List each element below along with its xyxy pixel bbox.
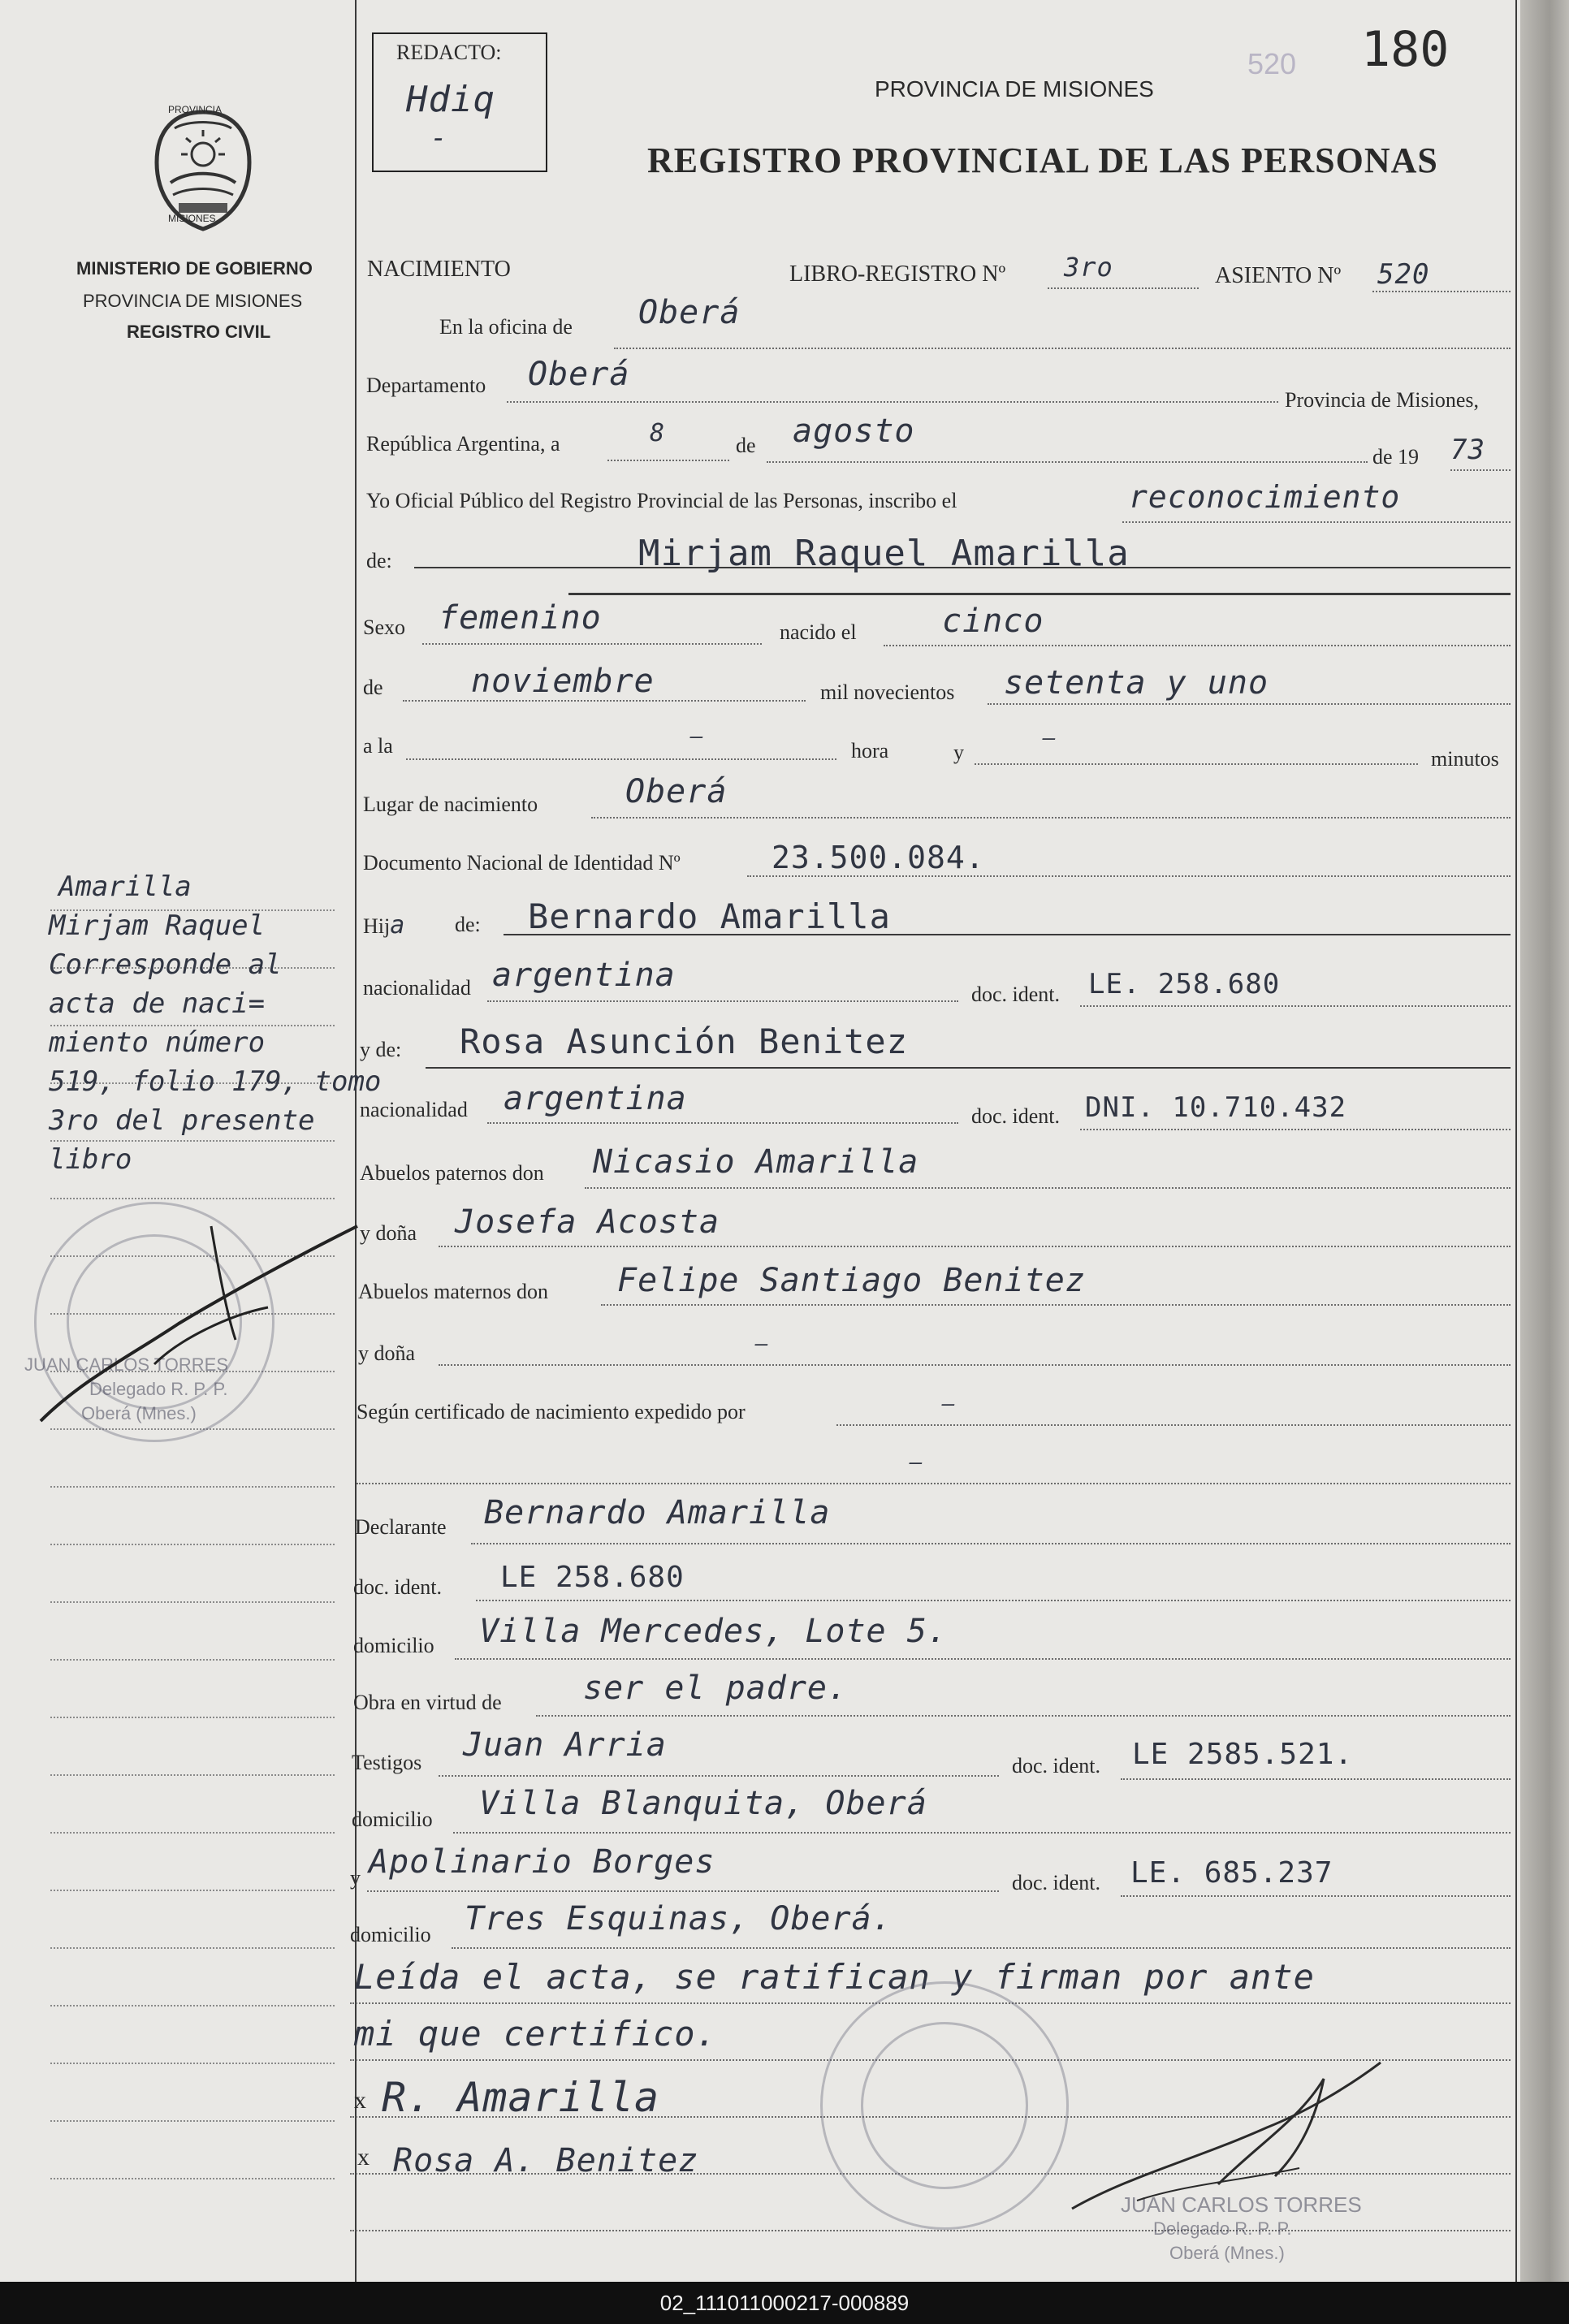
margin-line	[50, 2120, 335, 2122]
dni-line	[747, 875, 1511, 877]
image-id-footer: 02_111011000217-000889	[0, 2282, 1569, 2324]
anio-nac-value: setenta y uno	[1004, 664, 1269, 702]
obra-value: ser el padre.	[583, 1670, 849, 1707]
yde-label: y de:	[360, 1038, 402, 1061]
abuelos-pat-label: Abuelos paternos don	[360, 1161, 544, 1185]
inscribo-line	[1122, 521, 1511, 523]
margin-line	[50, 1486, 335, 1488]
padre-value: Bernardo Amarilla	[528, 896, 891, 936]
ministry-province: PROVINCIA DE MISIONES	[83, 291, 303, 311]
de-anio-label: de 19	[1372, 445, 1420, 469]
anio-line	[1450, 469, 1511, 471]
abuela-mat-line	[439, 1364, 1511, 1366]
doc-t1-value: LE 2585.521.	[1132, 1738, 1354, 1771]
redacto-dash: -	[430, 122, 448, 154]
certificado-line	[836, 1424, 1511, 1426]
dom-t2-value: Tres Esquinas, Oberá.	[465, 1900, 893, 1937]
persona-line-2	[568, 593, 1511, 595]
abuela-pat-line	[439, 1246, 1511, 1247]
margin-line	[50, 1717, 335, 1718]
hora-value: —	[690, 724, 704, 749]
nacido-label: nacido el	[780, 620, 857, 644]
signature-2: Rosa A. Benitez	[393, 2142, 699, 2179]
signature-1: R. Amarilla	[382, 2074, 660, 2121]
ydona-pat-label: y doña	[360, 1221, 417, 1245]
sexo-line	[422, 643, 762, 645]
doc-decl-label: doc. ident.	[353, 1575, 443, 1599]
doc-decl-value: LE 258.680	[500, 1561, 685, 1594]
redacto-initials: Hdiq	[406, 79, 495, 120]
testigos-label: Testigos	[352, 1751, 422, 1774]
emblem-top-text: PROVINCIA	[168, 104, 223, 115]
inscribo-value: reconocimiento	[1129, 479, 1401, 515]
ministry-registry: REGISTRO CIVIL	[127, 322, 271, 342]
nac-madre-line	[487, 1122, 958, 1124]
doc-padre-label: doc. ident.	[971, 983, 1061, 1006]
nac-padre-value: argentina	[492, 957, 676, 994]
section-nacimiento: NACIMIENTO	[367, 257, 511, 282]
hija-de-label: de:	[455, 913, 481, 936]
departamento-value: Oberá	[528, 356, 630, 393]
dia-line	[607, 460, 729, 461]
testigo1-line	[439, 1775, 999, 1777]
emblem-bottom-text: MISIONES	[168, 213, 216, 224]
obra-label: Obra en virtud de	[353, 1691, 502, 1714]
nacido-value: cinco	[942, 603, 1044, 640]
certificado-label: Según certificado de nacimiento expedido por	[357, 1400, 746, 1423]
margin-note-line: Corresponde al	[49, 948, 282, 981]
doc-t1-line	[1121, 1778, 1511, 1780]
dom-t1-label: domicilio	[352, 1808, 433, 1831]
closing-line-5	[350, 2230, 1511, 2231]
mes-nac-value: noviembre	[471, 663, 655, 700]
oficina-line	[614, 348, 1511, 349]
dom-t2-line	[452, 1947, 1511, 1949]
stamp2-name: JUAN CARLOS TORRES	[1121, 2192, 1362, 2217]
dni-label: Documento Nacional de Identidad Nº	[363, 851, 681, 875]
margin-line	[50, 1659, 335, 1661]
margin-signature	[32, 1177, 374, 1437]
stamp2-place: Oberá (Mnes.)	[1169, 2243, 1285, 2263]
doc-t1-label: doc. ident.	[1012, 1754, 1101, 1778]
closing-text-2: mi que certifico.	[354, 2014, 717, 2054]
abuelo-pat-value: Nicasio Amarilla	[593, 1143, 919, 1181]
margin-note-line: libro	[49, 1143, 132, 1176]
margin-note-line: Mirjam Raquel	[49, 909, 266, 942]
abuelo-mat-line	[601, 1304, 1511, 1306]
persona-value: Mirjam Raquel Amarilla	[638, 533, 1130, 574]
doc-padre-value: LE. 258.680	[1088, 968, 1281, 1000]
libro-line	[1048, 287, 1199, 289]
right-border-line	[1515, 0, 1517, 2282]
asiento-value: 520	[1377, 258, 1430, 291]
doc-t2-label: doc. ident.	[1012, 1871, 1101, 1894]
sig1-x: x	[354, 2087, 366, 2114]
anio-nac-line	[988, 703, 1511, 705]
margin-note-line: acta de naci=	[49, 987, 266, 1020]
de-mes-label-1: de	[736, 434, 756, 457]
certificado-line-2	[357, 1483, 1511, 1484]
redacto-label: REDACTO:	[396, 41, 502, 64]
abuela-mat-value: —	[755, 1332, 769, 1356]
mil-label: mil novecientos	[820, 680, 955, 704]
obra-line	[536, 1715, 1511, 1717]
margin-note-line: 519, folio 179, tomo	[49, 1065, 382, 1098]
departamento-line	[507, 401, 1278, 403]
doc-t2-value: LE. 685.237	[1130, 1856, 1333, 1890]
de-mes-nac-label: de	[363, 676, 383, 699]
page-edge	[1520, 0, 1569, 2282]
y-t2-label: y	[350, 1866, 361, 1890]
testigo1-value: Juan Arria	[463, 1726, 667, 1764]
sexo-label: Sexo	[363, 616, 405, 639]
dom-decl-label: domicilio	[353, 1634, 434, 1657]
abuelo-mat-value: Felipe Santiago Benitez	[617, 1262, 1086, 1299]
stamp-left-place: Oberá (Mnes.)	[81, 1403, 197, 1423]
margin-note-line: miento número	[49, 1026, 266, 1059]
ydona-mat-label: y doña	[358, 1341, 416, 1365]
nacido-line	[884, 645, 1511, 646]
hora-line	[406, 758, 836, 760]
redacto-box	[372, 32, 547, 172]
dni-value: 23.500.084.	[772, 840, 985, 875]
doc-madre-label: doc. ident.	[971, 1104, 1061, 1128]
abuelos-mat-label: Abuelos maternos don	[358, 1280, 548, 1303]
hora-label: hora	[851, 739, 889, 762]
doc-madre-line	[1080, 1129, 1511, 1130]
ala-label: a la	[363, 734, 393, 758]
page-stamp-number: 520	[1247, 47, 1297, 80]
anio-value: 73	[1450, 434, 1485, 466]
oficina-value: Oberá	[638, 294, 741, 331]
sig2-x: x	[357, 2144, 370, 2171]
margin-line	[50, 2178, 335, 2179]
margin-line	[50, 1544, 335, 1545]
certificado-value-2: —	[910, 1450, 923, 1475]
dom-decl-line	[455, 1658, 1511, 1660]
abuela-pat-value: Josefa Acosta	[455, 1203, 720, 1241]
header-province: PROVINCIA DE MISIONES	[875, 76, 1154, 102]
margin-line	[50, 1947, 335, 1949]
stamp-left-role: Delegado R. P. P.	[89, 1379, 228, 1399]
dom-t1-line	[453, 1832, 1511, 1834]
madre-value: Rosa Asunción Benitez	[460, 1022, 909, 1061]
margin-line	[50, 1890, 335, 1891]
margin-note-line: 3ro del presente	[49, 1104, 315, 1137]
margin-line	[50, 2005, 335, 2007]
ministry-title: MINISTERIO DE GOBIERNO	[76, 258, 313, 279]
doc-decl-line	[476, 1600, 1511, 1601]
departamento-label: Departamento	[366, 374, 486, 397]
y-label: y	[953, 741, 964, 764]
dom-t1-value: Villa Blanquita, Oberá	[479, 1785, 927, 1822]
dom-t2-label: domicilio	[350, 1923, 431, 1946]
nac-padre-line	[487, 1000, 958, 1002]
de-persona-label: de:	[366, 549, 392, 572]
declarante-label: Declarante	[355, 1515, 447, 1539]
sexo-value: femenino	[439, 599, 602, 637]
mes-line	[767, 461, 1368, 463]
header-title: REGISTRO PROVINCIAL DE LAS PERSONAS	[647, 140, 1438, 180]
asiento-label: ASIENTO Nº	[1215, 263, 1342, 288]
margin-line	[50, 1601, 335, 1603]
provincia-label: Provincia de Misiones,	[1285, 388, 1480, 412]
testigo2-value: Apolinario Borges	[369, 1843, 715, 1881]
nac-padre-label: nacionalidad	[363, 976, 471, 1000]
oficial-text: Yo Oficial Público del Registro Provincial de las Personas, inscribo el	[366, 489, 957, 512]
min-line	[975, 763, 1418, 765]
stamp-left-name: JUAN CARLOS TORRES	[24, 1354, 229, 1375]
stamp2-role: Delegado R. P. P.	[1153, 2218, 1292, 2239]
declarante-value: Bernardo Amarilla	[484, 1494, 831, 1531]
doc-t2-line	[1121, 1895, 1511, 1897]
libro-value: 3ro	[1064, 252, 1113, 283]
declarante-line	[471, 1543, 1511, 1544]
margin-line	[50, 2063, 335, 2064]
mes-value: agosto	[793, 413, 915, 450]
closing-text-1: Leída el acta, se ratifican y firman por ante	[354, 1957, 1315, 1997]
testigo2-line	[367, 1890, 999, 1892]
asiento-line	[1372, 291, 1511, 292]
libro-label: LIBRO-REGISTRO Nº	[789, 261, 1006, 287]
official-stamp-bottom-inner	[861, 2022, 1028, 2189]
doc-madre-value: DNI. 10.710.432	[1085, 1091, 1347, 1124]
official-signature	[1056, 2046, 1397, 2225]
lugar-label: Lugar de nacimiento	[363, 793, 538, 816]
madre-line	[426, 1067, 1511, 1069]
page-number: 180	[1361, 21, 1450, 78]
lugar-value: Oberá	[625, 773, 728, 810]
republica-label: República Argentina, a	[366, 432, 560, 456]
dom-decl-value: Villa Mercedes, Lote 5.	[479, 1613, 948, 1650]
nac-madre-label: nacionalidad	[360, 1098, 468, 1121]
abuelo-pat-line	[585, 1187, 1511, 1189]
dia-value: 8	[650, 419, 666, 447]
margin-line	[50, 1774, 335, 1776]
margin-line	[50, 1140, 335, 1142]
nac-madre-value: argentina	[504, 1080, 687, 1117]
margin-line	[50, 1832, 335, 1834]
doc-padre-line	[1080, 1005, 1511, 1007]
min-value: —	[1043, 726, 1057, 750]
lugar-line	[591, 817, 1511, 819]
hija-suffix: a	[390, 911, 406, 940]
oficina-label: En la oficina de	[439, 315, 573, 339]
minutos-label: minutos	[1431, 747, 1499, 771]
margin-note-line: Amarilla	[58, 870, 192, 903]
certificado-value: —	[942, 1392, 956, 1416]
mes-nac-line	[403, 700, 806, 702]
hija-label: Hija	[363, 911, 406, 940]
